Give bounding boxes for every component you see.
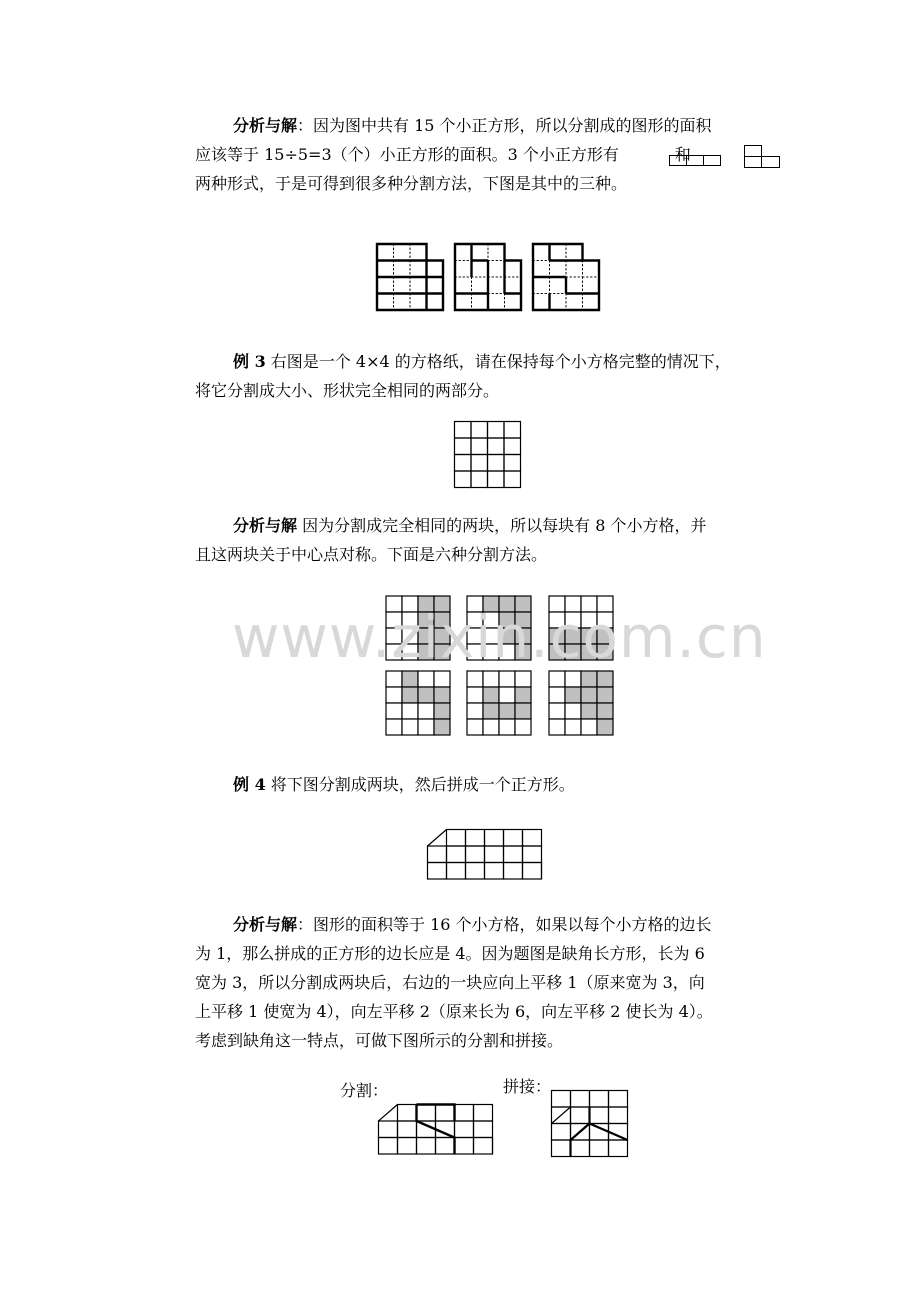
grid-cell	[427, 261, 444, 278]
method-cell	[499, 671, 515, 687]
method-cell	[467, 719, 483, 735]
grid-cell	[471, 438, 488, 455]
grid-cell	[471, 422, 488, 439]
grid-cell	[398, 1105, 417, 1122]
watermark: www.zixin.com.cn	[232, 603, 767, 671]
method-cell	[515, 644, 531, 660]
grid-cell	[455, 1105, 474, 1122]
method-cell	[434, 687, 450, 703]
grid-cell	[533, 261, 550, 278]
grid-cell	[566, 294, 583, 311]
grid-cell	[550, 244, 567, 261]
grid-cell	[488, 294, 505, 311]
method-cell	[597, 703, 613, 719]
grid-cell	[455, 1138, 474, 1155]
method-cell	[499, 612, 515, 628]
slant-edge	[428, 830, 447, 847]
grid-cell	[552, 1091, 571, 1108]
grid-cell	[504, 863, 523, 880]
grid-cell	[379, 1121, 398, 1138]
method-cell	[515, 596, 531, 612]
method-cell	[418, 628, 434, 644]
grid-cell	[504, 471, 521, 488]
grid-cell	[455, 422, 472, 439]
method-cell	[483, 628, 499, 644]
method-cell	[597, 628, 613, 644]
method-cell	[597, 671, 613, 687]
method-cell	[549, 687, 565, 703]
grid-cell	[466, 846, 485, 863]
method-cell	[515, 703, 531, 719]
grid-cell	[552, 1124, 571, 1141]
grid-cell	[485, 830, 504, 847]
join-line	[571, 1107, 628, 1157]
method-cell	[549, 703, 565, 719]
grid-cell	[472, 244, 489, 261]
grid-cell	[550, 277, 567, 294]
method-cell	[402, 719, 418, 735]
method-cell	[386, 644, 402, 660]
method-cell	[549, 719, 565, 735]
straight-tromino-figure	[669, 155, 721, 167]
l-tromino-figure	[744, 145, 780, 169]
grid-cell	[455, 455, 472, 472]
grid-cell	[504, 846, 523, 863]
grid-cell	[410, 244, 427, 261]
method-cell	[499, 719, 515, 735]
grid-cell	[472, 294, 489, 311]
method-cell	[499, 644, 515, 660]
method-cell	[483, 687, 499, 703]
method-cell	[483, 644, 499, 660]
method-cell	[565, 644, 581, 660]
method-cell	[386, 628, 402, 644]
method-cell	[418, 703, 434, 719]
method-cell	[483, 612, 499, 628]
grid-cell	[533, 277, 550, 294]
grid-cell	[436, 1138, 455, 1155]
method-cell	[499, 703, 515, 719]
method-cell	[467, 703, 483, 719]
grid-cell	[505, 277, 522, 294]
lead-analysis: 分析与解	[233, 116, 298, 135]
grid-cell	[472, 261, 489, 278]
grid-cell	[488, 261, 505, 278]
method-cell	[402, 628, 418, 644]
grid-cell	[436, 1105, 455, 1122]
grid-4x4-figure	[454, 421, 522, 489]
grid-cell	[504, 438, 521, 455]
method-cell	[418, 596, 434, 612]
grid-cell	[455, 471, 472, 488]
method-cell	[386, 671, 402, 687]
grid-cell	[474, 1105, 493, 1122]
grid-cell	[609, 1140, 628, 1157]
grid-cell	[488, 244, 505, 261]
method-cell	[418, 612, 434, 628]
method-cell	[597, 596, 613, 612]
method-cell	[597, 687, 613, 703]
grid-cell	[571, 1107, 590, 1124]
grid-cell	[455, 294, 472, 311]
method-cell	[549, 644, 565, 660]
grid-cell	[583, 261, 600, 278]
paragraph-analysis-3: 分析与解：图形的面积等于 16 个小方格，如果以每个小方格的边长 为 1，那么拼成的正方形的边长应是 4。因为题图是缺角长方形，长为 6 宽为 3，所以分割成两块后，右边的一块应向上平移 1（原来宽为 3，向 上平移 1 使宽为 4），向左平移 2（原来长为 6，向左平移 2 使长为 4）。 考虑到缺角这一特点，可做下图所示的分割和拼接。	[195, 915, 713, 1050]
method-cell	[386, 687, 402, 703]
grid-cell	[398, 1121, 417, 1138]
grid-cell	[398, 1138, 417, 1155]
method-cell	[483, 703, 499, 719]
grid-cell	[488, 438, 505, 455]
grid-cell	[447, 846, 466, 863]
paragraph-analysis-2: 分析与解 因为分割成完全相同的两块，所以每块有 8 个小方格，并 且这两块关于中心点对称。下面是六种分割方法。	[195, 516, 707, 564]
method-cell	[402, 596, 418, 612]
method-cell	[467, 596, 483, 612]
grid-cell	[394, 294, 411, 311]
method-cell	[402, 687, 418, 703]
grid-cell	[427, 277, 444, 294]
grid-cell	[377, 244, 394, 261]
method-cell	[434, 644, 450, 660]
method-cell	[581, 596, 597, 612]
grid-cell	[523, 863, 542, 880]
grid-cell	[466, 863, 485, 880]
caption-split: 分割：	[340, 1081, 389, 1100]
notched-rectangle-figure	[427, 829, 543, 883]
method-cell	[565, 687, 581, 703]
method-cell	[565, 719, 581, 735]
method-cell	[434, 703, 450, 719]
grid-cell	[428, 863, 447, 880]
method-cell	[565, 628, 581, 644]
method-cell	[549, 628, 565, 644]
method-cell	[499, 628, 515, 644]
method-cell	[483, 671, 499, 687]
grid-cell	[550, 261, 567, 278]
grid-cell	[488, 422, 505, 439]
method-cell	[581, 687, 597, 703]
grid-cell	[590, 1124, 609, 1141]
grid-cell	[504, 830, 523, 847]
paragraph-analysis-1: 分析与解：因为图中共有 15 个小正方形，所以分割成的图形的面积 应该等于 15÷5=3（个）小正方形的面积。3 个小正方形有 和 两种形式，于是可得到很多种分割方法，下图是其中的三种。	[195, 116, 712, 193]
example-3-text: 例 3 右图是一个 4×4 的方格纸，请在保持每个小方格完整的情况下， 将它分割成大小、形状完全相同的两部分。	[195, 352, 731, 400]
division-method-2	[467, 596, 531, 660]
grid-cell	[488, 455, 505, 472]
grid-cell	[455, 244, 472, 261]
method-cell	[597, 644, 613, 660]
grid-cell	[472, 277, 489, 294]
method-cell	[386, 596, 402, 612]
grid-cell	[583, 294, 600, 311]
grid-cell	[410, 294, 427, 311]
method-cell	[402, 612, 418, 628]
method-cell	[565, 612, 581, 628]
grid-cell	[410, 277, 427, 294]
method-cell	[467, 671, 483, 687]
example-4-text: 例 4 将下图分割成两块，然后拼成一个正方形。	[233, 775, 575, 794]
grid-cell	[485, 863, 504, 880]
grid-cell	[488, 471, 505, 488]
method-cell	[402, 671, 418, 687]
grid-cell	[523, 846, 542, 863]
method-cell	[434, 719, 450, 735]
slant-edge	[552, 1107, 571, 1124]
method-cell	[434, 596, 450, 612]
method-cell	[581, 644, 597, 660]
grid-cell	[583, 277, 600, 294]
method-cell	[418, 687, 434, 703]
method-cell	[581, 628, 597, 644]
grid-cell	[504, 422, 521, 439]
division-method-4	[386, 671, 450, 735]
grid-cell	[417, 1138, 436, 1155]
method-cell	[418, 719, 434, 735]
method-cell	[499, 596, 515, 612]
method-cell	[565, 596, 581, 612]
grid-cell	[474, 1121, 493, 1138]
division-method-6	[549, 671, 613, 735]
grid-cell	[394, 261, 411, 278]
grid-cell	[505, 261, 522, 278]
method-cell	[467, 612, 483, 628]
grid-cell	[471, 455, 488, 472]
method-cell	[467, 628, 483, 644]
grid-cell	[377, 261, 394, 278]
grid-cell	[566, 277, 583, 294]
grid-cell	[427, 294, 444, 311]
grid-cell	[455, 261, 472, 278]
grid-cell	[377, 294, 394, 311]
method-cell	[597, 612, 613, 628]
six-division-methods	[385, 595, 617, 739]
division-method-1	[386, 596, 450, 660]
method-cell	[386, 719, 402, 735]
grid-cell	[455, 277, 472, 294]
slant-edge	[379, 1105, 398, 1122]
grid-cell	[504, 455, 521, 472]
grid-cell	[394, 244, 411, 261]
split-figure	[378, 1104, 494, 1158]
method-cell	[565, 671, 581, 687]
grid-cell	[609, 1091, 628, 1108]
method-cell	[581, 719, 597, 735]
method-cell	[467, 644, 483, 660]
grid-cell	[474, 1138, 493, 1155]
grid-cell	[590, 1091, 609, 1108]
join-figure	[551, 1090, 631, 1160]
grid-cell	[533, 244, 550, 261]
method-cell	[515, 687, 531, 703]
grid-cell	[447, 863, 466, 880]
method-cell	[515, 612, 531, 628]
grid-cell	[609, 1107, 628, 1124]
grid-cell	[410, 261, 427, 278]
method-cell	[515, 719, 531, 735]
method-cell	[549, 671, 565, 687]
method-cell	[499, 687, 515, 703]
grid-cell	[447, 830, 466, 847]
method-cell	[483, 596, 499, 612]
method-cell	[418, 671, 434, 687]
grid-cell	[379, 1138, 398, 1155]
method-cell	[418, 644, 434, 660]
grid-cell	[466, 830, 485, 847]
method-cell	[565, 703, 581, 719]
method-cell	[467, 687, 483, 703]
method-cell	[549, 612, 565, 628]
method-cell	[581, 612, 597, 628]
grid-cell	[485, 846, 504, 863]
grid-cell	[590, 1140, 609, 1157]
grid-cell	[533, 294, 550, 311]
division-method-5	[467, 671, 531, 735]
grid-cell	[590, 1107, 609, 1124]
method-cell	[402, 644, 418, 660]
method-cell	[434, 628, 450, 644]
method-cell	[515, 628, 531, 644]
grid-cell	[488, 277, 505, 294]
grid-cell	[377, 277, 394, 294]
grid-cell	[471, 471, 488, 488]
grid-cell	[394, 277, 411, 294]
grid-cell	[571, 1091, 590, 1108]
three-division-figures	[376, 243, 608, 311]
grid-cell	[523, 830, 542, 847]
method-cell	[549, 596, 565, 612]
grid-cell	[609, 1124, 628, 1141]
caption-join: 拼接：	[503, 1077, 552, 1096]
method-cell	[581, 703, 597, 719]
division-method-3	[549, 596, 613, 660]
method-cell	[434, 671, 450, 687]
grid-cell	[455, 438, 472, 455]
method-cell	[597, 719, 613, 735]
grid-cell	[505, 294, 522, 311]
method-cell	[581, 671, 597, 687]
grid-cell	[566, 261, 583, 278]
grid-cell	[417, 1105, 436, 1122]
method-cell	[402, 703, 418, 719]
grid-cell	[566, 244, 583, 261]
grid-cell	[428, 846, 447, 863]
method-cell	[386, 703, 402, 719]
grid-cell	[552, 1140, 571, 1157]
method-cell	[483, 719, 499, 735]
grid-cell	[550, 294, 567, 311]
grid-cell	[571, 1140, 590, 1157]
method-cell	[386, 612, 402, 628]
method-cell	[434, 612, 450, 628]
method-cell	[515, 671, 531, 687]
grid-cell	[455, 1121, 474, 1138]
